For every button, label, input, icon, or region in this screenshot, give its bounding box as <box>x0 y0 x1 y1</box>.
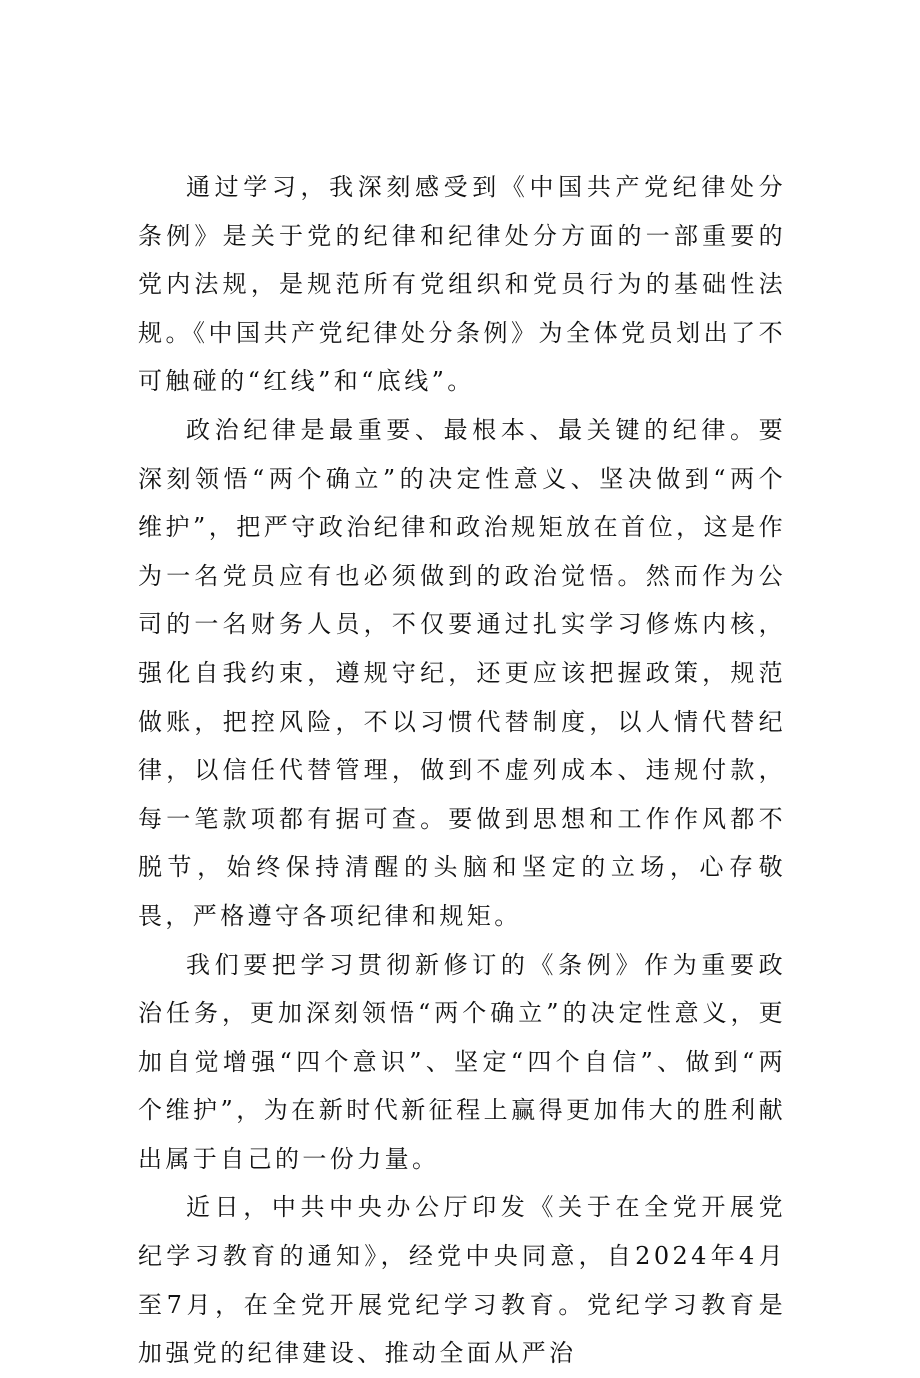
document-body <box>138 163 786 1378</box>
paragraph-1: 通过学习，我深刻感受到《中国共产党纪律处分条例》是关于党的纪律和纪律处分方面的一部重要的党内法规，是规范所有党组织和党员行为的基础性法规。《中国共产党纪律处分条例》为全体党员划出了不可触碰的“红线”和“底线”。 <box>138 173 786 396</box>
paragraph-4: 近日，中共中央办公厅印发《关于在全党开展党纪学习教育的通知》，经党中央同意，自2024年4月至7月，在全党开展党纪学习教育。党纪学习教育是加强党的纪律建设、推动全面从严治 <box>138 1193 786 1368</box>
paragraph-2: 政治纪律是最重要、最根本、最关键的纪律。要深刻领悟“两个确立”的决定性意义、坚决做到“两个维护”，把严守政治纪律和政治规矩放在首位，这是作为一名党员应有也必须做到的政治觉悟。然而作为公司的一名财务人员，不仅要通过扎实学习修炼内核，强化自我约束，遵规守纪，还更应该把握政策，规范做账，把控风险，不以习惯代替制度，以人情代替纪律，以信任代替管理，做到不虚列成本、违规付款，每一笔款项都有据可查。要做到思想和工作作风都不脱节，始终保持清醒的头脑和坚定的立场，心存敬畏，严格遵守各项纪律和规矩。 <box>138 415 786 930</box>
paragraph-3: 我们要把学习贯彻新修订的《条例》作为重要政治任务，更加深刻领悟“两个确立”的决定性意义，更加自觉增强“四个意识”、坚定“四个自信”、做到“两个维护”，为在新时代新征程上赢得更加伟大的胜利献出属于自己的一份力量。 <box>138 950 786 1173</box>
